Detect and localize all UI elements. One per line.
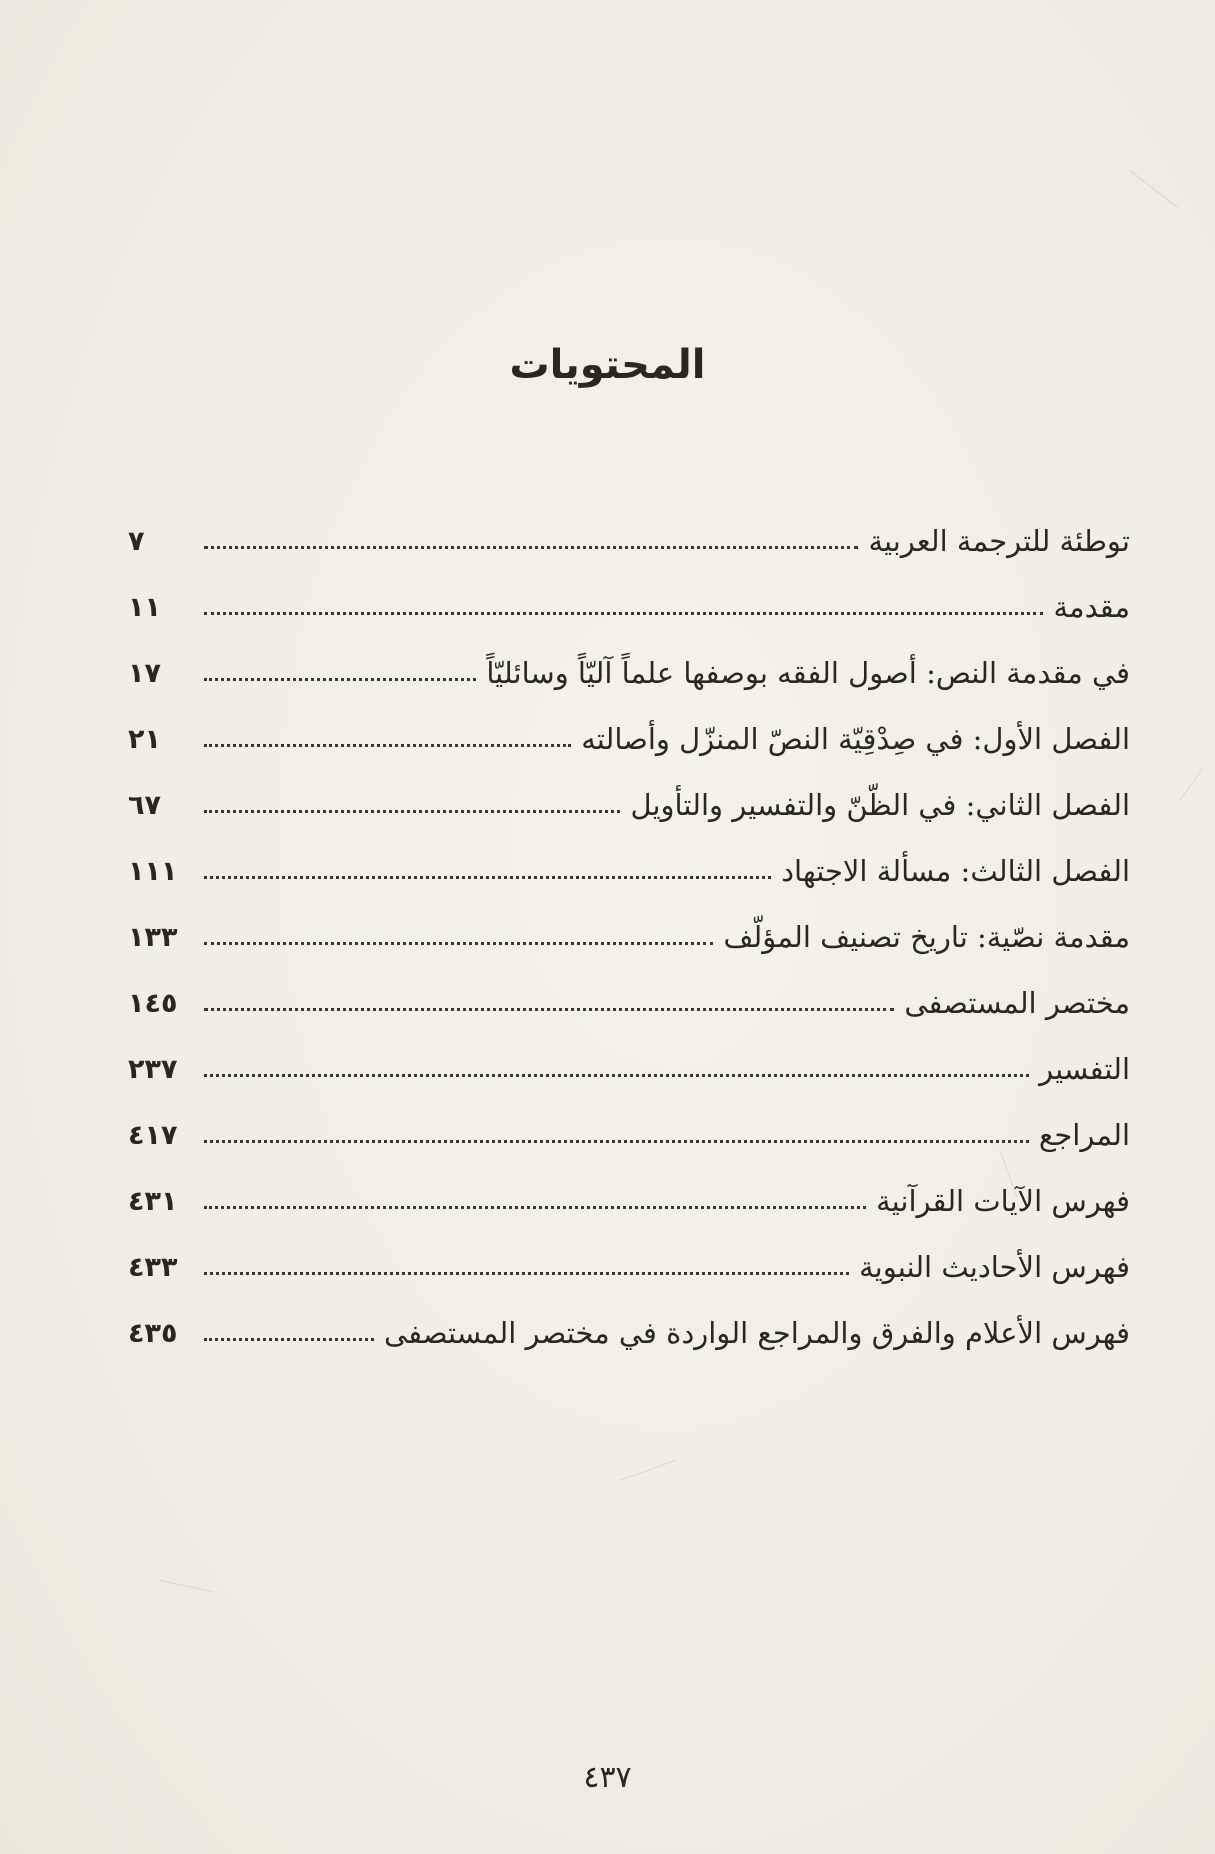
toc-entry [128, 574, 1130, 640]
toc-entry-page: ٤١٧ [128, 1119, 178, 1151]
dot-leader [204, 678, 476, 681]
toc-entry [128, 706, 1130, 772]
toc-entry [128, 640, 1130, 706]
toc-entry-title: الفصل الأول: في صِدْقِيّة النصّ المنزّل وأصالته [581, 722, 1130, 756]
toc-entry [128, 1234, 1130, 1300]
paper-fiber [1130, 170, 1178, 208]
dot-leader [204, 1206, 866, 1209]
dot-leader [204, 1140, 1029, 1143]
toc-entry [128, 1102, 1130, 1168]
dot-leader [204, 612, 1043, 615]
toc-entry-page: ٦٧ [128, 789, 161, 821]
dot-leader [204, 942, 713, 945]
toc-entry-title: توطئة للترجمة العربية [868, 524, 1130, 558]
toc-entry [128, 1036, 1130, 1102]
dot-leader [204, 810, 620, 813]
dot-leader [204, 744, 571, 747]
toc-entry-page: ١٧ [128, 657, 161, 689]
toc-entry [128, 1300, 1130, 1366]
toc-entry-page: ٢٣٧ [128, 1053, 178, 1085]
dot-leader [204, 1272, 849, 1275]
page-number: ٤٣٧ [583, 1760, 632, 1795]
table-of-contents [128, 508, 1130, 1366]
toc-entry [128, 904, 1130, 970]
toc-entry-page: ١١ [128, 591, 161, 623]
toc-entry-title: الفصل الثالث: مسألة الاجتهاد [781, 854, 1130, 888]
paper-fiber [160, 1580, 214, 1592]
toc-entry-title: التفسير [1039, 1052, 1130, 1086]
toc-entry-page: ١١١ [128, 855, 178, 887]
dot-leader [204, 1074, 1029, 1077]
toc-entry-title: فهرس الآيات القرآنية [876, 1184, 1130, 1218]
toc-entry-page: ٤٣١ [128, 1185, 178, 1217]
toc-entry-title: مختصر المستصفى [904, 986, 1130, 1020]
toc-entry-title: الفصل الثاني: في الظّنّ والتفسير والتأويل [630, 788, 1130, 822]
paper-fiber [1180, 767, 1204, 800]
toc-entry [128, 508, 1130, 574]
toc-entry [128, 1168, 1130, 1234]
toc-entry-page: ١٣٣ [128, 921, 178, 953]
toc-entry-title: فهرس الأعلام والفرق والمراجع الواردة في مختصر المستصفى [384, 1316, 1130, 1350]
dot-leader [204, 876, 771, 879]
toc-entry-title: مقدمة [1053, 590, 1130, 624]
toc-entry-page: ٤٣٥ [128, 1317, 178, 1349]
toc-entry [128, 838, 1130, 904]
toc-entry-title: المراجع [1038, 1118, 1130, 1152]
paper-fiber [620, 1460, 677, 1481]
toc-entry-title: في مقدمة النص: أصول الفقه بوصفها علماً آليّاً وسائليّاً [486, 656, 1130, 690]
dot-leader [204, 1338, 374, 1341]
toc-entry [128, 970, 1130, 1036]
toc-entry-page: ١٤٥ [128, 987, 178, 1019]
toc-entry-page: ٧ [128, 525, 145, 557]
toc-entry-page: ٢١ [128, 723, 161, 755]
toc-entry-title: فهرس الأحاديث النبوية [859, 1250, 1130, 1284]
toc-entry-page: ٤٣٣ [128, 1251, 178, 1283]
toc-entry-title: مقدمة نصّية: تاريخ تصنيف المؤلّف [723, 920, 1130, 954]
toc-entry [128, 772, 1130, 838]
dot-leader [204, 1008, 894, 1011]
page-title: المحتويات [509, 342, 706, 388]
dot-leader [204, 546, 858, 549]
